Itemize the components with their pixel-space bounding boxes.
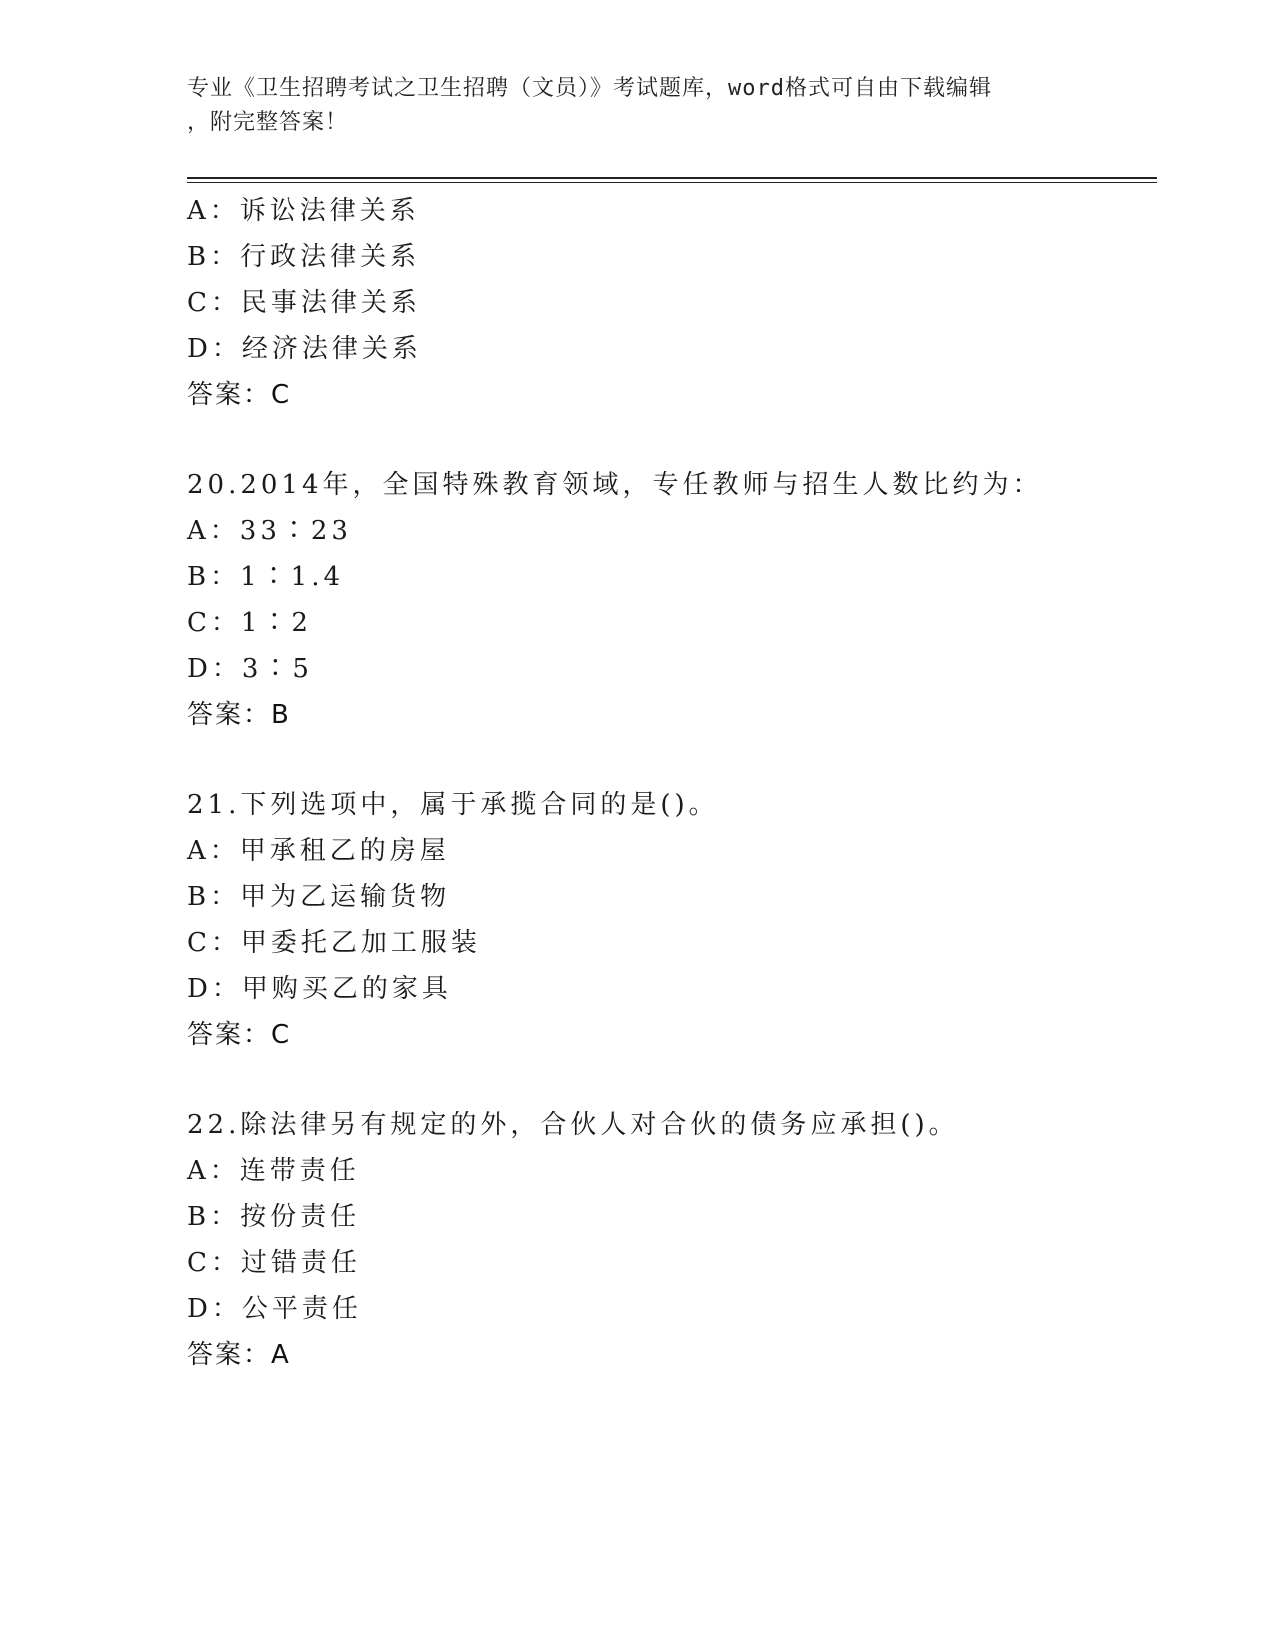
option-b: B：按份责任 <box>187 1202 361 1232</box>
option-c: C：民事法律关系 <box>187 288 421 318</box>
option-c: C：1∶2 <box>187 608 312 638</box>
option-a: A：33∶23 <box>187 516 352 546</box>
option-c: C：甲委托乙加工服装 <box>187 928 481 958</box>
option-d: D：经济法律关系 <box>187 334 422 364</box>
option-d: D：甲购买乙的家具 <box>187 974 452 1004</box>
question-text: 20.2014年，全国特殊教育领域，专任教师与招生人数比约为： <box>187 470 1043 500</box>
header-divider-thin <box>187 182 1157 183</box>
question-21 <box>187 782 1157 1058</box>
question-text: 21.下列选项中，属于承揽合同的是()。 <box>187 790 719 820</box>
option-d: D：3∶5 <box>187 654 313 684</box>
question-text: 22.除法律另有规定的外，合伙人对合伙的债务应承担()。 <box>187 1110 959 1140</box>
answer-line: 答案：C <box>187 380 292 410</box>
header-line-2: ，附完整答案！ <box>187 110 349 135</box>
answer-line: 答案：A <box>187 1340 291 1370</box>
answer-line: 答案：B <box>187 700 291 730</box>
option-a: A：诉讼法律关系 <box>187 196 420 226</box>
header-line-1: 专业《卫生招聘考试之卫生招聘（文员）》考试题库，word格式可自由下载编辑 <box>187 76 992 101</box>
question-20 <box>187 462 1157 738</box>
question-22 <box>187 1102 1157 1378</box>
option-c: C：过错责任 <box>187 1248 361 1278</box>
option-b: B：1∶1.4 <box>187 562 344 592</box>
option-b: B：行政法律关系 <box>187 242 421 272</box>
header-divider-thick <box>187 177 1157 179</box>
question-list <box>187 188 1157 1378</box>
question-19 <box>187 188 1157 418</box>
option-a: A：甲承租乙的房屋 <box>187 836 450 866</box>
option-b: B：甲为乙运输货物 <box>187 882 451 912</box>
option-d: D：公平责任 <box>187 1294 362 1324</box>
document-header <box>187 72 1087 140</box>
answer-line: 答案：C <box>187 1020 292 1050</box>
option-a: A：连带责任 <box>187 1156 360 1186</box>
